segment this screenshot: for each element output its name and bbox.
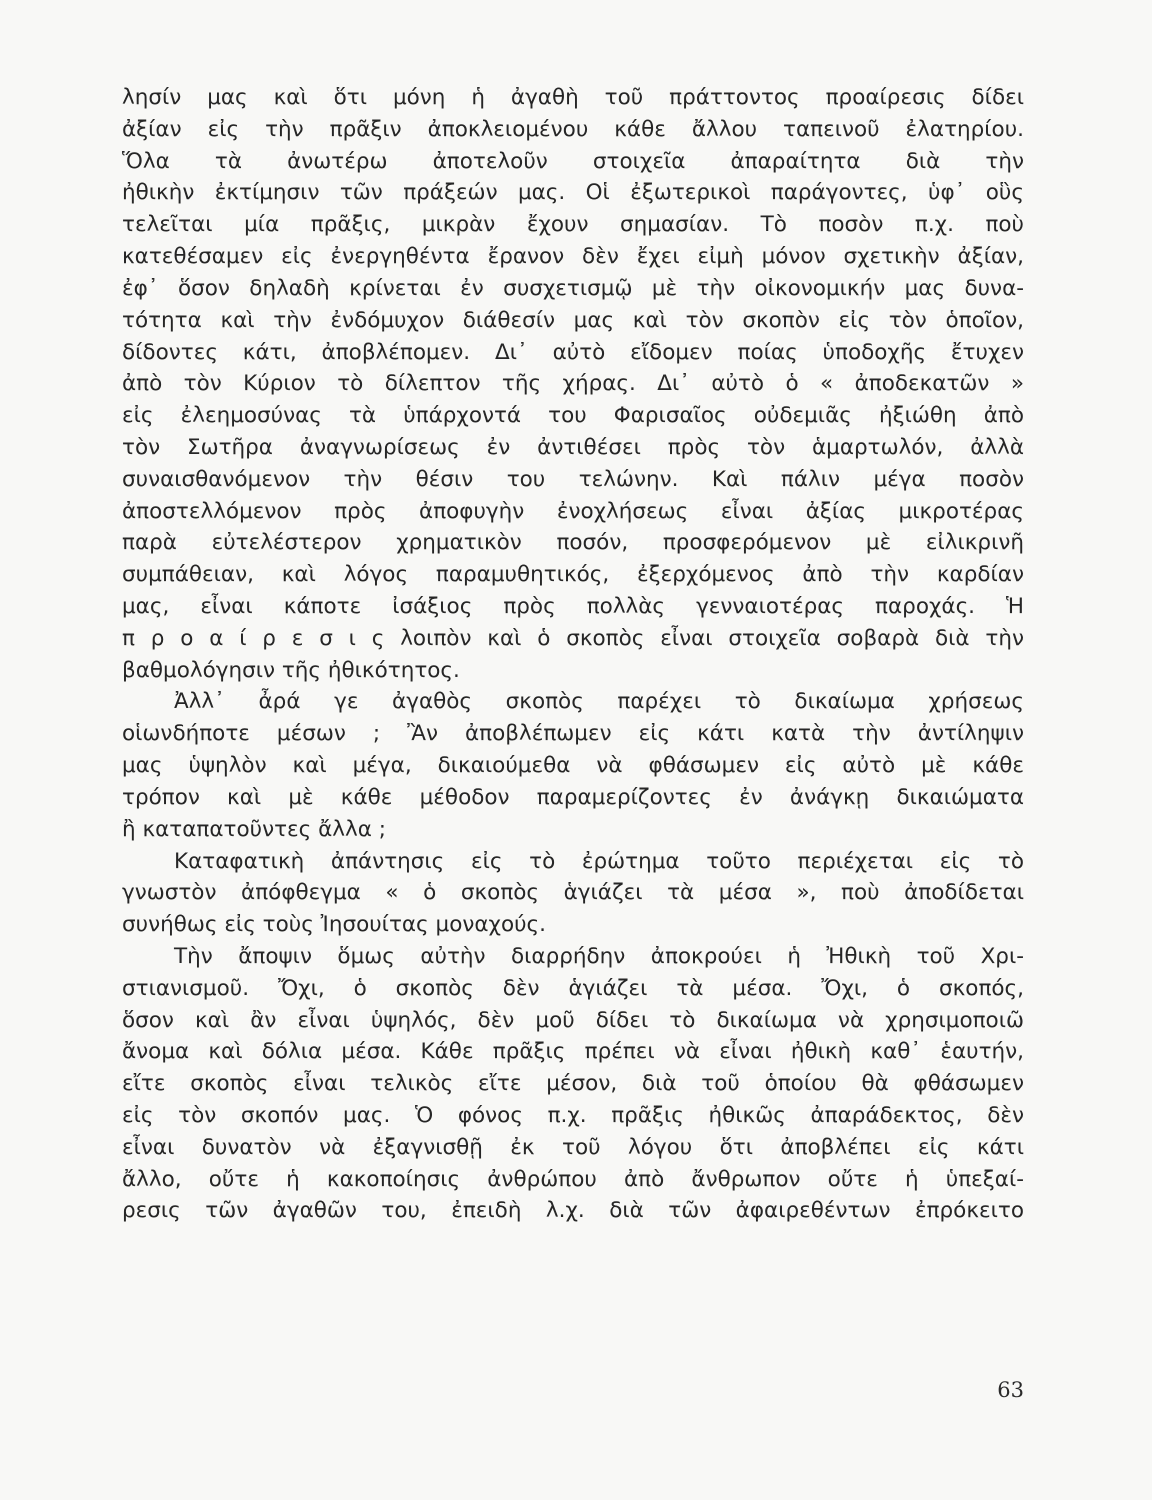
text-line: συναισθανόμενον τὴν θέσιν του τελώνην. Καὶ πάλιν μέγα ποσὸν: [122, 466, 1024, 492]
text-line: δίδοντες κάτι, ἀποβλέπομεν. Δι᾽ αὐτὸ εἴδομεν ποίας ὑποδοχῆς ἔτυχεν: [122, 339, 1024, 365]
text-line: βαθμολόγησιν τῆς ἠθικότητος.: [122, 657, 460, 683]
text-line: τότητα καὶ τὴν ἐνδόμυχον διάθεσίν μας καὶ τὸν σκοπὸν εἰς τὸν ὁποῖον,: [122, 307, 1024, 333]
text-line: συμπάθειαν, καὶ λόγος παραμυθητικός, ἐξερχόμενος ἀπὸ τὴν καρδίαν: [122, 562, 1024, 588]
text-line: ἐφ᾽ ὅσον δηλαδὴ κρίνεται ἐν συσχετισμῷ μὲ τὴν οἰκονομικήν μας δυνα-: [122, 275, 1024, 301]
text-line: γνωστὸν ἀπόφθεγμα « ὁ σκοπὸς ἁγιάζει τὰ μέσα », ποὺ ἀποδίδεται: [122, 880, 1024, 906]
body-text: [122, 82, 1024, 1227]
text-line: κατεθέσαμεν εἰς ἐνεργηθέντα ἔρανον δὲν ἔχει εἰμὴ μόνον σχετικὴν ἀξίαν,: [122, 244, 1024, 270]
page-number: 63: [997, 1378, 1024, 1402]
text-line: στιανισμοῦ. Ὄχι, ὁ σκοπὸς δὲν ἁγιάζει τὰ μέσα. Ὄχι, ὁ σκοπός,: [122, 975, 1024, 1001]
text-line: π ρ ο α ί ρ ε σ ι ς λοιπὸν καὶ ὁ σκοπὸς εἶναι στοιχεῖα σοβαρὰ διὰ τὴν: [122, 625, 1024, 651]
text-line: ἀπὸ τὸν Κύριον τὸ δίλεπτον τῆς χήρας. Δι᾽ αὐτὸ ὁ « ἀποδεκατῶν »: [122, 371, 1024, 397]
text-line: ἢ καταπατοῦντες ἄλλα ;: [122, 816, 386, 842]
text-line: εἰς ἐλεημοσύνας τὰ ὑπάρχοντά του Φαρισαῖος οὐδεμιᾶς ἠξιώθη ἀπὸ: [122, 403, 1024, 429]
text-line: λησίν μας καὶ ὅτι μόνη ἡ ἀγαθὴ τοῦ πράττοντος προαίρεσις δίδει: [122, 85, 1024, 110]
text-line: τρόπον καὶ μὲ κάθε μέθοδον παραμερίζοντες ἐν ἀνάγκῃ δικαιώματα: [122, 784, 1024, 810]
text-line: Τὴν ἄποψιν ὅμως αὐτὴν διαρρήδην ἀποκρούει ἡ Ἠθικὴ τοῦ Χρι-: [174, 943, 1024, 969]
text-line: ἠθικὴν ἐκτίμησιν τῶν πράξεών μας. Οἱ ἐξωτερικοὶ παράγοντες, ὑφ᾽ οὓς: [122, 180, 1024, 206]
text-line: μας ὑψηλὸν καὶ μέγα, δικαιούμεθα νὰ φθάσωμεν εἰς αὐτὸ μὲ κάθε: [122, 753, 1024, 779]
text-line: παρὰ εὐτελέστερον χρηματικὸν ποσόν, προσφερόμενον μὲ εἰλικρινῆ: [122, 530, 1024, 556]
text-line: τὸν Σωτῆρα ἀναγνωρίσεως ἐν ἀντιθέσει πρὸς τὸν ἁμαρτωλόν, ἀλλὰ: [122, 434, 1024, 460]
text-line: εἴτε σκοπὸς εἶναι τελικὸς εἴτε μέσον, διὰ τοῦ ὁποίου θὰ φθάσωμεν: [122, 1071, 1024, 1097]
text-line: οἱωνδήποτε μέσων ; Ἂν ἀποβλέπωμεν εἰς κάτι κατὰ τὴν ἀντίληψιν: [122, 721, 1024, 747]
text-line: εἰς τὸν σκοπόν μας. Ὁ φόνος π.χ. πρᾶξις ἠθικῶς ἀπαράδεκτος, δὲν: [122, 1103, 1024, 1128]
text-line: ἀξίαν εἰς τὴν πρᾶξιν ἀποκλειομένου κάθε ἄλλου ταπεινοῦ ἐλατηρίου.: [122, 116, 1024, 142]
text-line: ἄλλο, οὔτε ἡ κακοποίησις ἀνθρώπου ἀπὸ ἄνθρωπον οὔτε ἡ ὑπεξαί-: [122, 1166, 1024, 1192]
text-line: ἄνομα καὶ δόλια μέσα. Κάθε πρᾶξις πρέπει νὰ εἶναι ἠθικὴ καθ᾽ ἑαυτήν,: [122, 1039, 1024, 1065]
text-line: εἶναι δυνατὸν νὰ ἐξαγνισθῇ ἐκ τοῦ λόγου ὅτι ἀποβλέπει εἰς κάτι: [122, 1134, 1024, 1160]
text-line: ρεσις τῶν ἀγαθῶν του, ἐπειδὴ λ.χ. διὰ τῶν ἀφαιρεθέντων ἐπρόκειτο: [122, 1198, 1024, 1224]
text-line: μας, εἶναι κάποτε ἰσάξιος πρὸς πολλὰς γενναιοτέρας παροχάς. Ἡ: [122, 594, 1024, 619]
text-line: συνήθως εἰς τοὺς Ἰησουίτας μοναχούς.: [122, 912, 546, 938]
text-line: Καταφατικὴ ἀπάντησις εἰς τὸ ἐρώτημα τοῦτο περιέχεται εἰς τὸ: [174, 848, 1024, 874]
text-line: ὅσον καὶ ἂν εἶναι ὑψηλός, δὲν μοῦ δίδει τὸ δικαίωμα νὰ χρησιμοποιῶ: [122, 1007, 1024, 1033]
text-line: ἀποστελλόμενον πρὸς ἀποφυγὴν ἐνοχλήσεως εἶναι ἀξίας μικροτέρας: [122, 498, 1024, 524]
text-line: τελεῖται μία πρᾶξις, μικρὰν ἔχουν σημασίαν. Τὸ ποσὸν π.χ. ποὺ: [122, 212, 1024, 238]
text-line: Ὅλα τὰ ἀνωτέρω ἀποτελοῦν στοιχεῖα ἀπαραίτητα διὰ τὴν: [122, 148, 1024, 174]
text-line: Ἀλλ᾽ ἆρά γε ἀγαθὸς σκοπὸς παρέχει τὸ δικαίωμα χρήσεως: [174, 689, 1024, 715]
